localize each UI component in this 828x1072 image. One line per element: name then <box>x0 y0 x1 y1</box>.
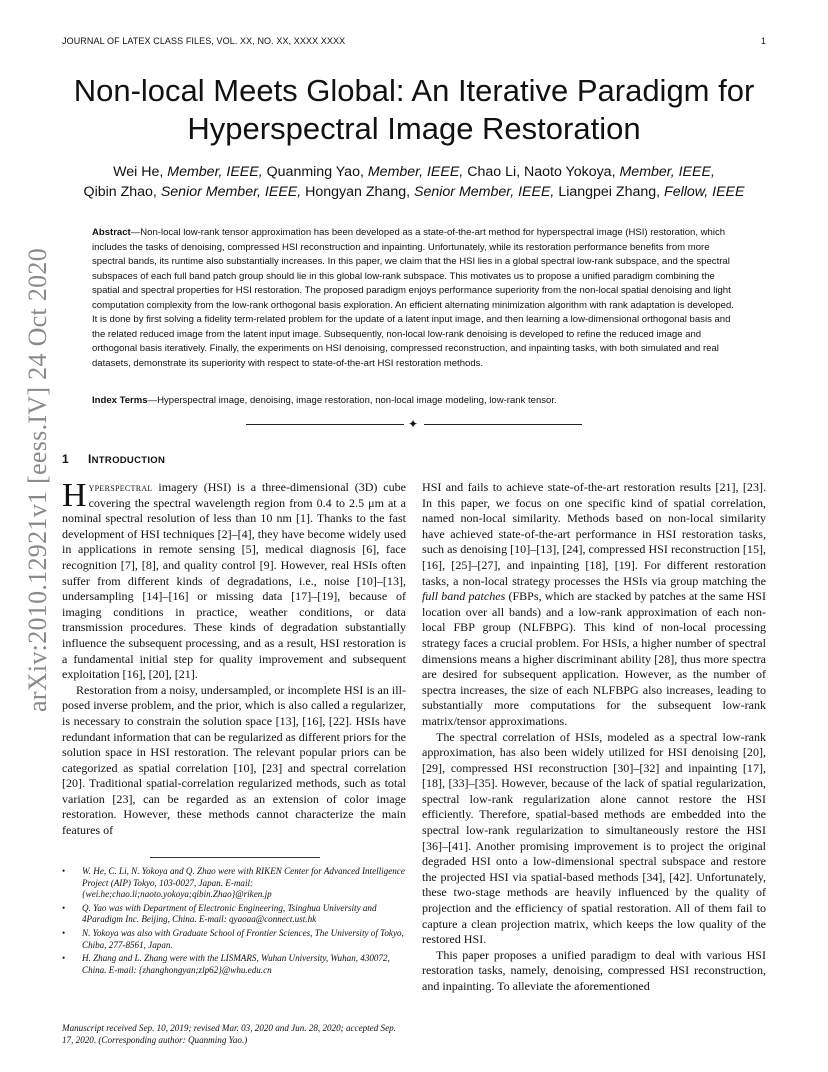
footnote-item <box>62 953 406 976</box>
abstract <box>92 226 736 371</box>
author-name: Naoto Yokoya, <box>524 164 616 180</box>
right-column <box>422 480 766 995</box>
section-separator <box>246 418 582 432</box>
paragraph-text: (FBPs, which are stacked by patches at the same HSI location over all bands) and a low-rank approximation of each non-local FBP group (NLFBPG). This kind of non-local processing strategy faces a crucial problem. For HSIs, a higher number of spectral dimensions means a higher discriminant ability [28], thus more spectra are desired for subsequent application. However, as the number of spectra increases, the size of each NLFBPG also increases, leading to substantially more computations for the subsequent low-rank matrix/tensor approximations. <box>422 589 767 728</box>
author-line-1 <box>60 162 768 182</box>
footnote-text: N. Yokoya was also with Graduate School of Frontier Sciences, The University of Tokyo, Chiba, 277-8561, Japan. <box>82 927 404 950</box>
intro-paragraph-1 <box>62 477 406 683</box>
journal-name: JOURNAL OF LATEX CLASS FILES, VOL. XX, NO. XX, XXXX XXXX <box>62 36 346 46</box>
paragraph-text: HSI and fails to achieve state-of-the-art restoration results [21], [23]. In this paper, we focus on one specific kind of spatial correlation, named non-local similarity. Methods based on non-local similarity have achieved state-of-the-art performance in HSI restoration tasks, such as denoising [10]–[13], [24], compressed HSI reconstruction [15], [16], [25]–[27], and inpainting [18], [19]. For different restoration tasks, a non-local strategy processes the HSIs via group matching the <box>422 480 766 588</box>
index-terms-text: —Hyperspectral image, denoising, image restoration, non-local image modeling, low-rank tensor. <box>147 395 557 406</box>
bullet-icon: • <box>62 902 66 913</box>
section-title-initial: I <box>88 452 92 466</box>
author-role: Member, IEEE, <box>619 164 715 180</box>
affiliation-footnotes <box>62 866 406 978</box>
index-terms <box>92 394 736 408</box>
paragraph-text: imagery (HSI) is a three-dimensional (3D) cube covering the spectral wavelength region from 0.4 to 2.5 μm at a nominal spectral resolution of less than 10 nm [1]. Thanks to the fast development of HSI techniques [2]–[4], they have become widely used in applications in remote sensing [5], medical diagnosis [6], face recognition [7], [8], and quality control [9]. However, real HSIs often suffer from different kinds of degradations, i.e., noise [10]–[13], undersampling [14]–[16] or missing data [17]–[19], because of imaging conditions in practice, weather conditions, or data transmission procedures. These kinds of degradation substantially influence the subsequent processing, and as a result, HSI restoration is a fundamental initial step for quality improvement and subsequent exploitation [16], [20], [21]. <box>62 480 406 682</box>
author-name: Liangpei Zhang, <box>558 184 661 200</box>
intro-paragraph-2: Restoration from a noisy, undersampled, or incomplete HSI is an ill-posed inverse problem, and the prior, which is also called a regularizer, is necessary to constrain the solution space [13], [16], [22]. HSIs have redundant information that can be regularized as different priors for the solution space in HSI restoration. The relevant popular priors can be categorized as spatial correlation [10], [23] and spectral correlation [20]. Traditional spatial-correlation regularized methods, such as total variation [23], can be regarded as an extension of color image restoration. However, these methods cannot characterize the main features of <box>62 682 406 838</box>
author-name: Chao Li, <box>467 164 521 180</box>
bullet-icon: • <box>62 953 66 964</box>
author-role: Senior Member, IEEE, <box>160 184 302 200</box>
author-name: Quanming Yao, <box>266 164 364 180</box>
footnote-item <box>62 866 406 901</box>
author-line-2 <box>60 182 768 202</box>
page-number: 1 <box>760 36 766 46</box>
footnote-item <box>62 928 406 951</box>
separator-diamond-icon: ✦ <box>408 417 419 431</box>
section-number: 1 <box>62 452 69 466</box>
drop-cap: H <box>62 477 87 514</box>
separator-rule-left <box>246 424 404 425</box>
author-name: Qibin Zhao, <box>83 184 157 200</box>
author-role: Fellow, IEEE <box>664 184 745 200</box>
paper-title: Non-local Meets Global: An Iterative Paradigm for Hyperspectral Image Restoration <box>73 73 755 146</box>
author-name: Hongyan Zhang, <box>305 184 411 200</box>
footnote-text: Q. Yao was with Department of Electronic Engineering, Tsinghua University and 4Paradigm Inc. Beijing, China. E-mail: qyaoaa@connect.ust.hk <box>82 902 377 925</box>
footnote-item <box>62 903 406 926</box>
small-caps-lead: yperspectral <box>88 480 153 494</box>
running-head <box>62 36 766 50</box>
footnote-text: H. Zhang and L. Zhang were with the LISMARS, Wuhan University, Wuhan, 430072, China. E-mail: {zhanghongyan;zlp62}@whu.edu.cn <box>82 953 390 975</box>
arxiv-stamp[interactable] <box>20 247 56 713</box>
abstract-label: Abstract <box>92 227 131 238</box>
author-role: Member, IEEE, <box>367 164 464 180</box>
left-column <box>62 477 406 839</box>
index-terms-label: Index Terms <box>92 395 148 406</box>
author-list <box>60 162 768 202</box>
author-role: Senior Member, IEEE, <box>414 184 555 200</box>
author-name: Wei He, <box>113 164 164 180</box>
abstract-text: —Non-local low-rank tensor approximation has been developed as a state-of-the-art method for hyperspectral image (HSI) restoration, which includes the tasks of denoising, compressed HSI reconstruction and inpainting. Unfortunately, while its restoration performance benefits from more spectral bands, its runtime also substantially increases. In this paper, we claim that the HSI lies in a global spectral low-rank subspace, and the spectral subspaces of each full band patch group should lie in this global low-rank subspace. This motivates us to propose a unified paradigm combining the spatial and spectral properties for HSI restoration. The proposed paradigm enjoys performance superiority from the non-local spatial denoising and light computation complexity from the low-rank orthogonal basis exploration. An efficient alternating minimization algorithm with rank adaptation is developed. It is done by first solving a fidelity term-related problem for the update of a latent input image, and then learning a low-dimensional orthogonal basis and the related reduced image from the latent input image. Subsequently, non-local low-rank denoising is developed to refine the reduced image and orthogonal basis iteratively. Finally, the experiments on HSI denoising, compressed reconstruction, and inpainting tasks, with both simulated and real datasets, demonstrate its superiority with respect to state-of-the-art HSI restoration methods. <box>92 227 734 369</box>
separator-rule-right <box>424 424 582 425</box>
arxiv-identifier[interactable]: arXiv:2010.12921v1 [eess.IV] 24 Oct 2020 <box>23 247 52 713</box>
intro-paragraph-5: This paper proposes a unified paradigm to deal with various HSI restoration tasks, namely, denoising, compressed HSI reconstruction, and inpainting. To alleviate the aforementioned <box>422 947 766 993</box>
footnote-text: W. He, C. Li, N. Yokoya and Q. Zhao were with RIKEN Center for Advanced Intelligence Project (AIP) Tokyo, 103-0027, Japan. E-mail: {wei.he;chao.li;naoto.yokoya;qibin.Zhao}@riken.jp <box>82 866 405 900</box>
author-role: Member, IEEE, <box>167 164 263 180</box>
manuscript-note: Manuscript received Sep. 10, 2019; revised Mar. 03, 2020 and Jun. 28, 2020; accepted Sep. 17, 2020. (Corresponding author: Quanming Yao.) <box>62 1023 396 1045</box>
bullet-icon: • <box>62 927 66 938</box>
section-title-rest: NTRODUCTION <box>91 455 166 466</box>
intro-paragraph-3 <box>422 480 766 730</box>
bullet-icon: • <box>62 866 66 876</box>
emphasis-term: full band patches <box>422 589 506 604</box>
section-heading <box>62 452 165 466</box>
intro-paragraph-4: The spectral correlation of HSIs, modeled as a spectral low-rank approximation, has also been widely utilized for HSI denoising [20], [29], compressed HSI reconstruction [30]–[32] and inpainting [17], [18], [33]–[35]. However, because of the lack of spatial regularization, spectral low-rank regularization alone cannot restore the HSI efficiently. Therefore, spatial-based methods are embedded into the spectral low-rank regularization to simultaneously restore the HSI [36]–[41]. Another promising improvement is to project the original degraded HSI onto a low-dimensional spectral subspace and restore the projected HSI via spatial-based methods [34], [42]. Unfortunately, these two-stage methods are heavily influenced by the quality of projection and the efficiency of spatial restoration. All of them fail to capture a clean projection matrix, which keeps the low quality of the restored HSI. <box>422 729 766 947</box>
footnote-rule <box>150 857 320 858</box>
